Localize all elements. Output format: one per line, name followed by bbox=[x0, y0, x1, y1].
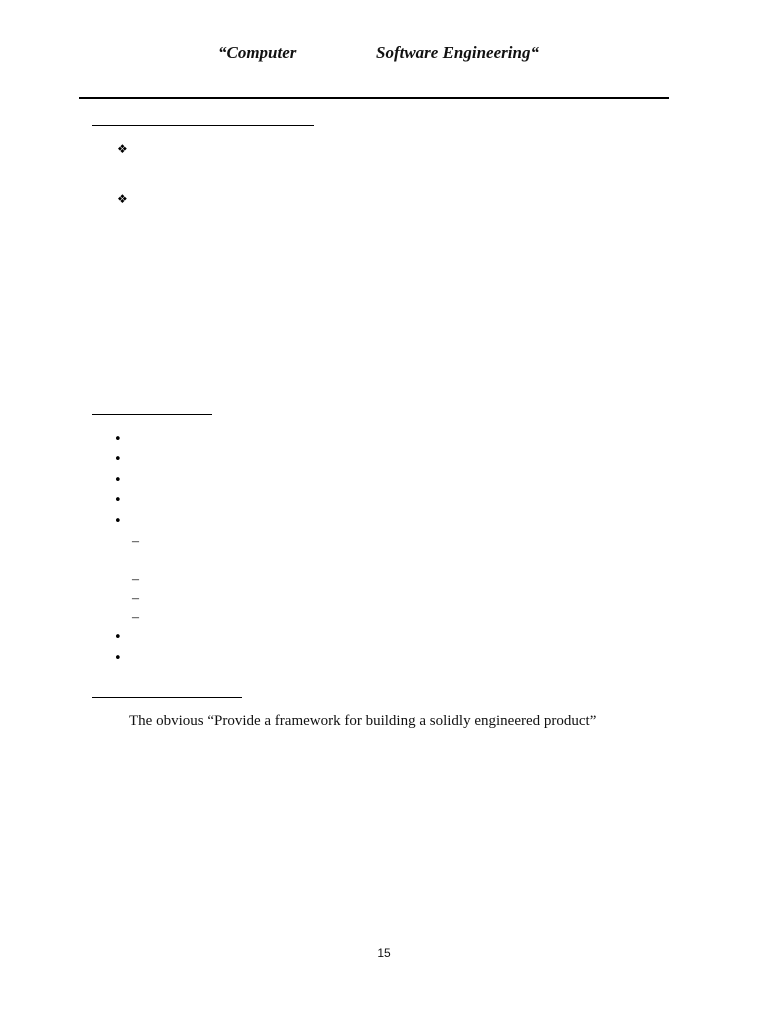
bullet-icon: • bbox=[114, 514, 122, 529]
section3-heading-underline bbox=[92, 697, 242, 698]
section1-heading-underline bbox=[92, 125, 314, 126]
header-title-right: Software Engineering“ bbox=[376, 43, 539, 62]
section3-body-text: The obvious “Provide a framework for building a solidly engineered product” bbox=[129, 713, 597, 729]
page-number: 15 bbox=[377, 946, 391, 960]
bullet-icon: • bbox=[114, 651, 122, 666]
section2-heading-underline bbox=[92, 414, 212, 415]
header-title-left: “Computer bbox=[218, 43, 297, 62]
bullet-icon: • bbox=[114, 473, 122, 488]
dash-bullet-icon: – bbox=[132, 591, 139, 606]
dash-bullet-icon: – bbox=[132, 610, 139, 625]
bullet-icon: • bbox=[114, 493, 122, 508]
bullet-icon: • bbox=[114, 432, 122, 447]
bullet-icon: • bbox=[114, 452, 122, 467]
dash-bullet-icon: – bbox=[132, 534, 139, 549]
bullet-icon: • bbox=[114, 630, 122, 645]
diamond-bullet-icon: ❖ bbox=[117, 142, 128, 156]
diamond-bullet-icon: ❖ bbox=[117, 192, 128, 206]
header-divider bbox=[79, 97, 669, 99]
dash-bullet-icon: – bbox=[132, 572, 139, 587]
